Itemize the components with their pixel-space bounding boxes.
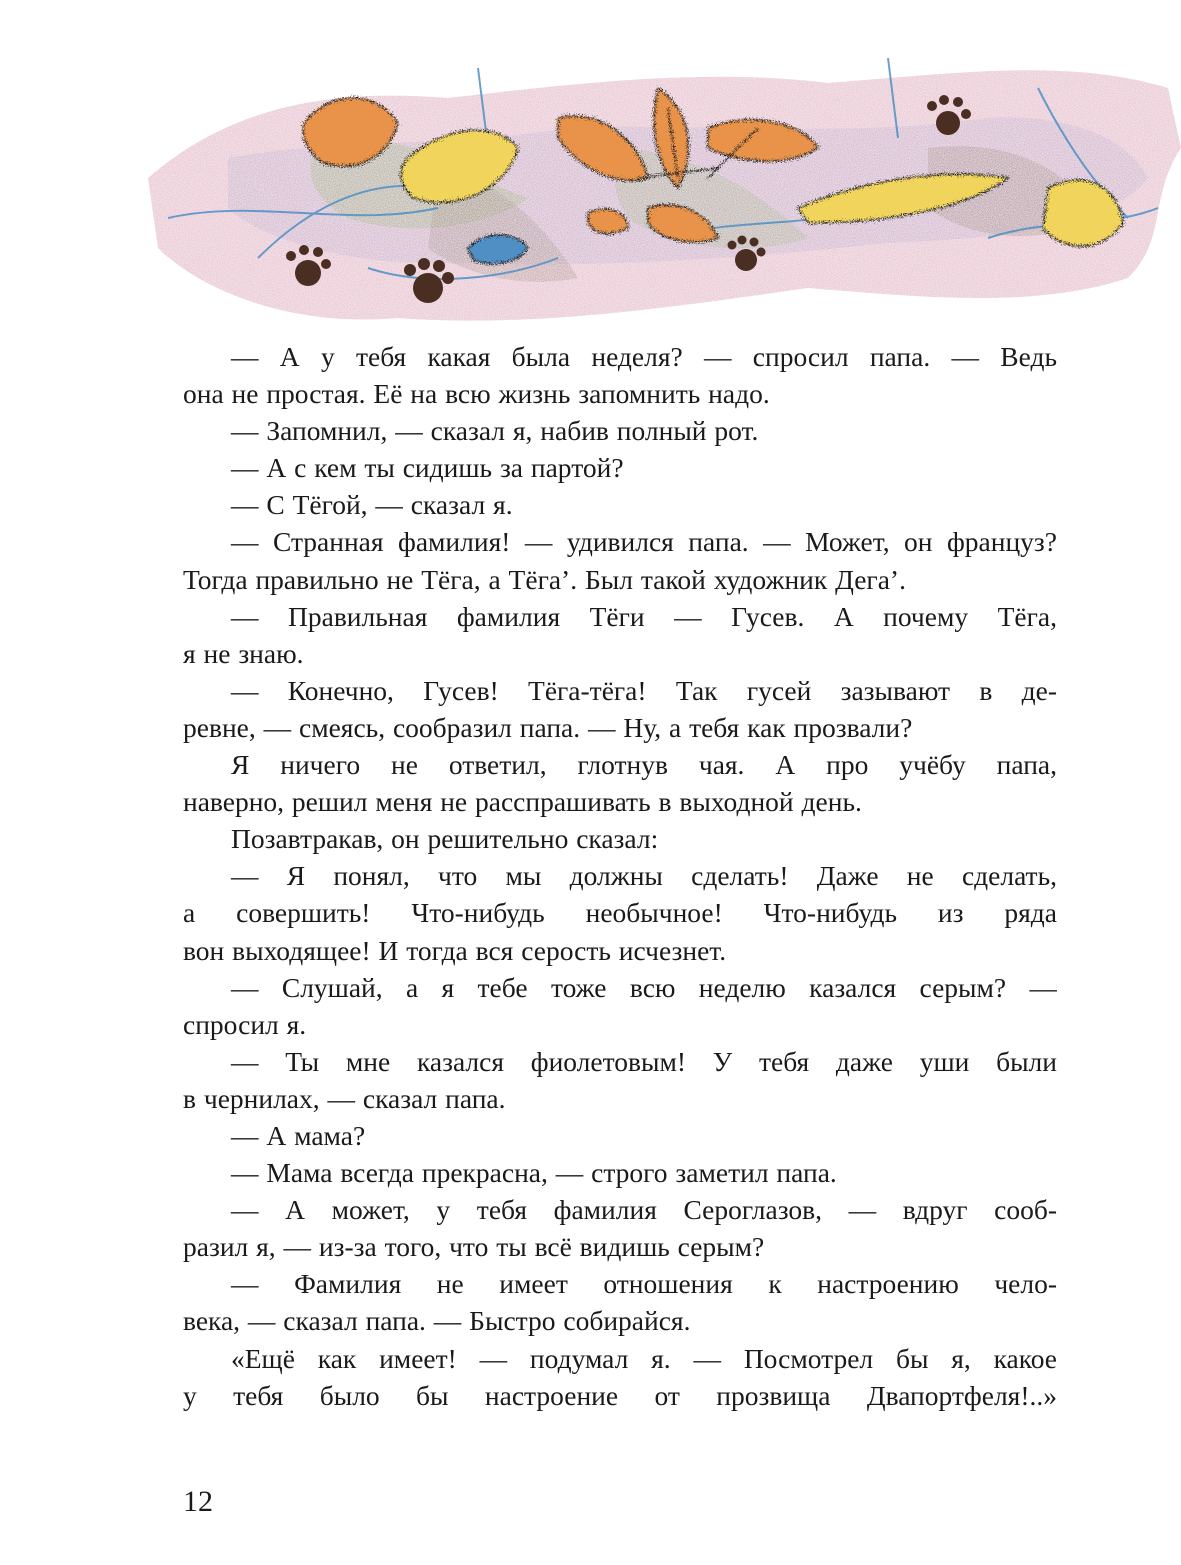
text-line: — А может, у тебя фамилия Сероглазов, — вдруг сооб-	[231, 1194, 1057, 1226]
text-line: а совершить! Что-нибудь необычное! Что-нибудь из ряда	[183, 897, 1057, 929]
text-line: вон выходящее! И тогда вся серость исчезнет.	[183, 934, 727, 966]
text-line: «Ещё как имеет! — подумал я. — Посмотрел бы я, какое	[231, 1342, 1057, 1374]
text-line: — С Тёгой, — сказал я.	[231, 489, 513, 521]
text-line: — Запомнил, — сказал я, набив полный рот.	[231, 415, 759, 447]
text-line: ревне, — смеясь, сообразил папа. — Ну, а тебя как прозвали?	[183, 711, 913, 743]
text-line: — Конечно, Гусев! Тёга-тёга! Так гусей зазывают в де-	[231, 674, 1057, 706]
leaves-and-paw-prints-drawing	[108, 28, 1181, 348]
text-line: в чернилах, — сказал папа.	[183, 1082, 506, 1114]
text-line: — Фамилия не имеет отношения к настроению чело-	[231, 1268, 1057, 1300]
text-line: — А мама?	[231, 1119, 366, 1151]
text-line: Позавтракав, он решительно сказал:	[231, 823, 659, 855]
text-line: — Странная фамилия! — удивился папа. — Может, он француз?	[231, 526, 1057, 558]
text-line: — Правильная фамилия Тёги — Гусев. А почему Тёга,	[231, 600, 1057, 632]
text-line: Тогда правильно не Тёга, а Тёга’. Был такой художник Дега’.	[183, 563, 906, 595]
text-line: века, — сказал папа. — Быстро собирайся.	[183, 1305, 691, 1337]
text-line: у тебя было бы настроение от прозвища Двапортфеля!..»	[183, 1379, 1057, 1411]
text-line: я не знаю.	[183, 637, 304, 669]
text-line: спросил я.	[183, 1008, 307, 1040]
text-line: — Ты мне казался фиолетовым! У тебя даже уши были	[231, 1045, 1057, 1077]
text-line: она не простая. Её на всю жизнь запомнить надо.	[183, 378, 770, 410]
story-text	[183, 338, 1057, 1414]
text-line: наверно, решил меня не расспрашивать в выходной день.	[183, 786, 862, 818]
text-line: — Мама всегда прекрасна, — строго заметил папа.	[231, 1157, 837, 1189]
text-line: Я ничего не ответил, глотнув чая. А про учёбу папа,	[231, 749, 1057, 781]
text-line: — Слушай, а я тебе тоже всю неделю казался серым? —	[231, 971, 1057, 1003]
page-number: 12	[183, 1485, 213, 1518]
autumn-leaves-illustration	[108, 28, 1181, 348]
text-line: — А с кем ты сидишь за партой?	[231, 452, 624, 484]
text-line: — Я понял, что мы должны сделать! Даже не сделать,	[231, 860, 1057, 892]
text-line: — А у тебя какая была неделя? — спросил папа. — Ведь	[231, 341, 1057, 372]
text-line: разил я, — из-за того, что ты всё видишь серым?	[183, 1231, 765, 1263]
